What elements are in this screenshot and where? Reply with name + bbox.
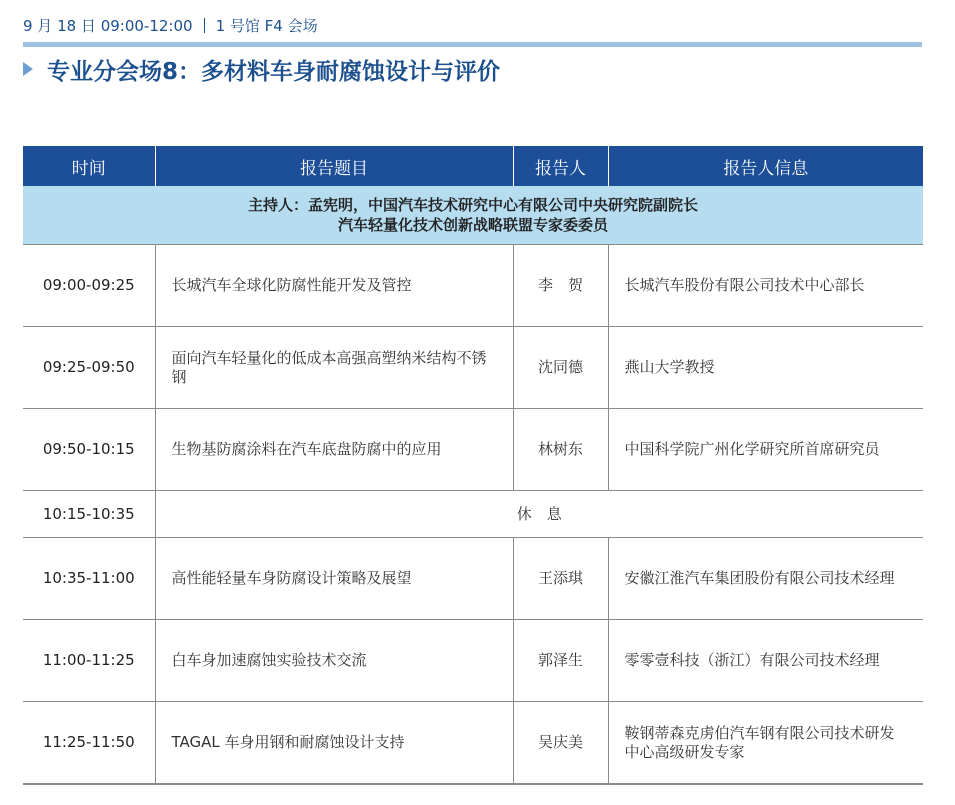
session-date-time: 9 月 18 日 09:00-12:00 [23,16,193,35]
time-cell: 11:00-11:25 [23,620,155,702]
table-row [23,409,923,491]
time-cell: 09:25-09:50 [23,327,155,409]
speaker-cell: 李 贺 [513,245,608,327]
speaker-cell: 王添琪 [513,538,608,620]
separator [204,18,205,33]
speaker-cell: 沈同德 [513,327,608,409]
table-row [23,702,923,785]
speaker-info-cell: 长城汽车股份有限公司技术中心部长 [608,245,923,327]
topic-cell: 长城汽车全球化防腐性能开发及管控 [155,245,513,327]
table-row [23,620,923,702]
speaker-info-cell: 燕山大学教授 [608,327,923,409]
topic-cell: 高性能轻量车身防腐设计策略及展望 [155,538,513,620]
table-row [23,538,923,620]
page-title-text: 专业分会场8：多材料车身耐腐蚀设计与评价 [47,58,501,85]
topic-cell: 生物基防腐涂料在汽车底盘防腐中的应用 [155,409,513,491]
speaker-info-cell: 中国科学院广州化学研究所首席研究员 [608,409,923,491]
topic-cell: 面向汽车轻量化的低成本高强高塑纳米结构不锈钢 [155,327,513,409]
host-line-1: 主持人：孟宪明，中国汽车技术研究中心有限公司中央研究院副院长 [247,196,698,214]
session-meta [23,14,318,36]
speaker-info-cell: 零零壹科技（浙江）有限公司技术经理 [608,620,923,702]
topic-cell: 白车身加速腐蚀实验技术交流 [155,620,513,702]
host-row [23,186,923,245]
break-cell: 休 息 [155,491,923,538]
column-header-speaker: 报告人 [513,146,608,186]
table-header-row [23,146,923,186]
column-header-speaker-info: 报告人信息 [608,146,923,186]
speaker-cell: 吴庆美 [513,702,608,785]
break-row [23,491,923,538]
host-line-2: 汽车轻量化技术创新战略联盟专家委委员 [337,216,608,234]
column-header-time: 时间 [23,146,155,186]
time-cell: 10:35-11:00 [23,538,155,620]
session-venue: 1 号馆 F4 会场 [215,16,318,35]
time-cell: 11:25-11:50 [23,702,155,785]
speaker-cell: 郭泽生 [513,620,608,702]
table-row [23,245,923,327]
column-header-topic: 报告题目 [155,146,513,186]
speaker-info-cell: 鞍钢蒂森克虏伯汽车钢有限公司技术研发中心高级研发专家 [608,702,923,785]
time-cell: 10:15-10:35 [23,491,155,538]
speaker-cell: 林树东 [513,409,608,491]
table-row [23,327,923,409]
time-cell: 09:00-09:25 [23,245,155,327]
schedule-table [23,146,923,785]
time-cell: 09:50-10:15 [23,409,155,491]
speaker-info-cell: 安徽江淮汽车集团股份有限公司技术经理 [608,538,923,620]
host-cell [23,186,923,245]
triangle-bullet-icon [23,62,33,76]
topic-cell: TAGAL 车身用钢和耐腐蚀设计支持 [155,702,513,785]
header-rule [23,42,922,47]
page-title [23,52,500,86]
